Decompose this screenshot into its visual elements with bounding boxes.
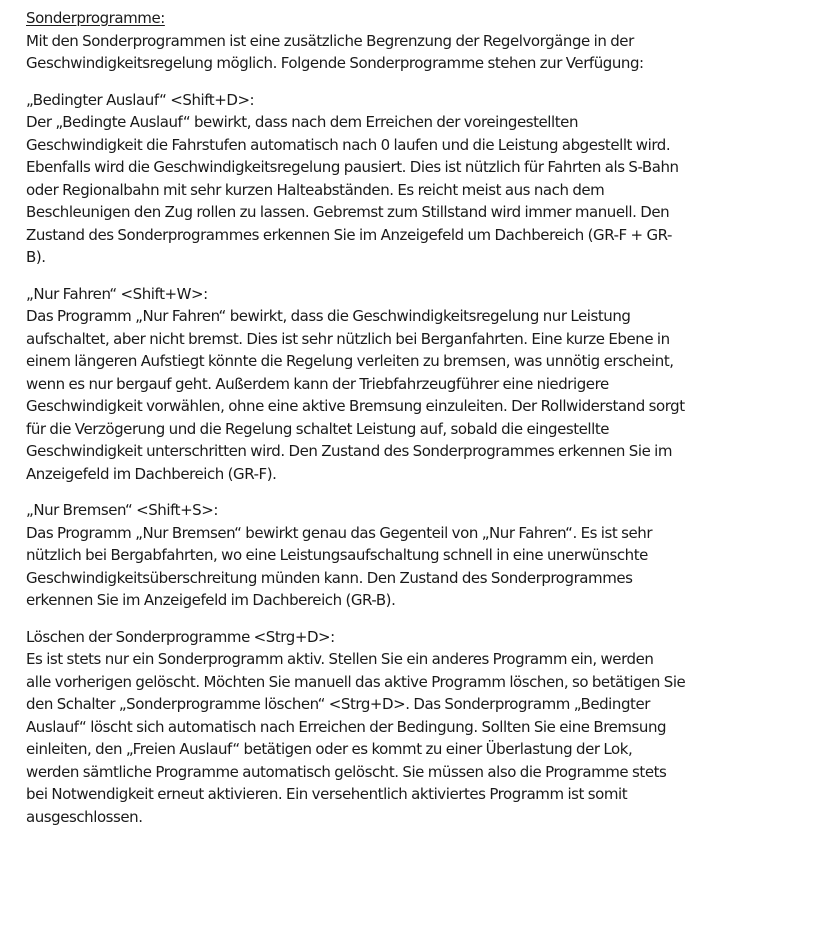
paragraph-line: aufschaltet, aber nicht bremst. Dies ist sehr nützlich bei Berganfahrten. Eine kurze Ebene in [26,329,670,348]
section-heading: „Bedingter Auslauf“ <Shift+D>: [26,90,255,109]
paragraph-line: Geschwindigkeit unterschritten wird. Den Zustand des Sonderprogrammes erkennen Sie im [26,442,673,460]
intro-paragraph [26,30,817,75]
paragraph-line: einem längeren Aufstiegt könnte die Regelung verleiten zu bremsen, was unnötig erscheint, [26,352,674,370]
section-heading: „Nur Bremsen“ <Shift+S>: [26,501,218,519]
paragraph-line: Auslauf“ löscht sich automatisch nach Erreichen der Bedingung. Sollten Sie eine Bremsung [26,717,667,736]
paragraph-line: Beschleunigen den Zug rollen zu lassen. Gebremst zum Stillstand wird immer manuell. Den [26,203,670,221]
paragraph-line: Geschwindigkeitsregelung möglich. Folgende Sonderprogramme stehen zur Verfügung: [26,54,644,72]
paragraph-line: Geschwindigkeit die Fahrstufen automatisch nach 0 laufen und die Leistung abgestellt wird. [26,135,671,154]
section-nur-bremsen [26,499,817,612]
section-bedingter-auslauf [26,89,817,269]
paragraph-line: Das Programm „Nur Fahren“ bewirkt, dass die Geschwindigkeitsregelung nur Leistung [26,307,631,325]
paragraph-line: Geschwindigkeitsüberschreitung münden kann. Den Zustand des Sonderprogrammes [26,568,633,587]
paragraph-line: Zustand des Sonderprogrammes erkennen Sie im Anzeigefeld um Dachbereich (GR-F + GR- [26,225,672,244]
paragraph-line: nützlich bei Bergabfahrten, wo eine Leistungsaufschaltung schnell in eine unerwünschte [26,546,648,564]
paragraph-line: Das Programm „Nur Bremsen“ bewirkt genau das Gegenteil von „Nur Fahren“. Es ist sehr [26,523,653,542]
paragraph-line: Ebenfalls wird die Geschwindigkeitsregelung pausiert. Dies ist nützlich für Fahrten als S-Bahn [26,158,679,176]
document-title: Sonderprogramme: [26,9,165,27]
section-heading: „Nur Fahren“ <Shift+W>: [26,284,208,303]
paragraph-line: ausgeschlossen. [26,807,143,826]
section-spacer [26,269,817,283]
section-spacer [26,75,817,89]
paragraph-line: Der „Bedingte Auslauf“ bewirkt, dass nach dem Erreichen der voreingestellten [26,113,579,131]
paragraph-line: für die Verzögerung und die Regelung schaltet Leistung auf, sobald die eingestellte [26,419,610,438]
paragraph-line: oder Regionalbahn mit sehr kurzen Halteabständen. Es reicht meist aus nach dem [26,180,605,199]
paragraph-line: den Schalter „Sonderprogramme löschen“ <Strg+D>. Das Sonderprogramm „Bedingter [26,695,650,713]
paragraph-line: alle vorherigen gelöscht. Möchten Sie manuell das aktive Programm löschen, so betätigen Sie [26,672,686,691]
section-heading: Löschen der Sonderprogramme <Strg+D>: [26,627,335,646]
section-loeschen [26,626,817,829]
paragraph-line: werden sämtliche Programme automatisch gelöscht. Sie müssen also die Programme stets [26,762,667,781]
section-spacer [26,612,817,626]
paragraph-line: einleiten, den „Freien Auslauf“ betätigen oder es kommt zu einer Überlastung der Lok, [26,740,633,758]
paragraph-line: erkennen Sie im Anzeigefeld im Dachbereich (GR-B). [26,591,396,609]
paragraph-line: B). [26,248,46,266]
paragraph-line: Mit den Sonderprogrammen ist eine zusätzliche Begrenzung der Regelvorgänge in der [26,31,634,50]
section-nur-fahren [26,283,817,486]
paragraph-line: Geschwindigkeit vorwählen, ohne eine aktive Bremsung einzuleiten. Der Rollwiderstand sorgt [26,397,685,415]
paragraph-line: Anzeigefeld im Dachbereich (GR-F). [26,464,277,483]
paragraph-line: wenn es nur bergauf geht. Außerdem kann der Triebfahrzeugführer eine niedrigere [26,374,609,393]
paragraph-line: bei Notwendigkeit erneut aktivieren. Ein versehentlich aktiviertes Programm ist somit [26,785,628,803]
section-spacer [26,485,817,499]
paragraph-line: Es ist stets nur ein Sonderprogramm aktiv. Stellen Sie ein anderes Programm ein, werden [26,650,654,668]
